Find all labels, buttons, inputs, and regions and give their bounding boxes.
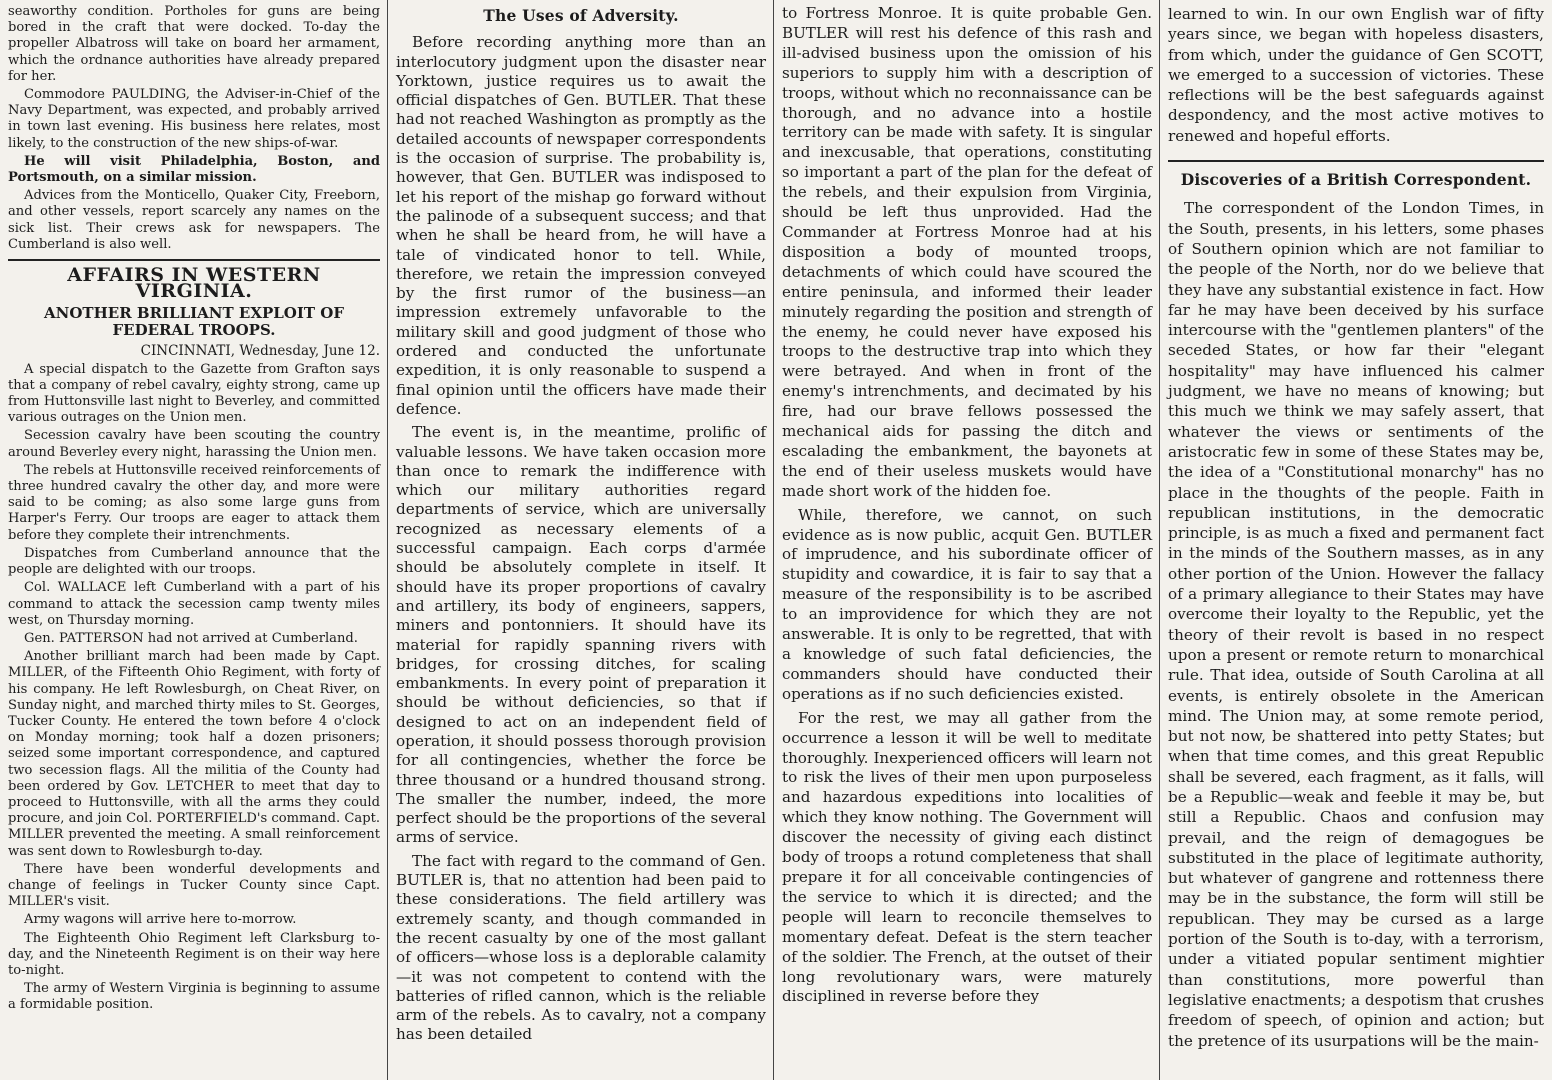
- article-paragraph: The event is, in the meantime, prolific of valuable lessons. We have taken occasion more than once to remark the indifference with which our military authorities regard departments of service, which are universally recognized as necessary elements of a successful campaign. Each corps d'armée should be absolutely complete in itself. It should have its proper proportions of cavalry and artillery, its body of engineers, sappers, miners and pontonniers. It should have its material for rapidly spanning rivers with bridges, for crossing ditches, for scaling embankments. In every point of preparation it should be without deficiencies, so that if designed to act on an independent field of operation, it should possess thorough provision for all contingencies, whether the force be three thousand or a hundred thousand strong. The smaller the number, indeed, the more perfect should be the proportions of the several arms of service.: [396, 423, 766, 847]
- article-paragraph: learned to win. In our own English war of fifty years since, we began with hopeless disasters, from which, under the guidance of Gen SCOTT, we emerged to a succession of victories. These reflections will be the best safeguards against despondency, and the most active motives to renewed and hopeful efforts.: [1168, 5, 1544, 145]
- article-paragraph: Advices from the Monticello, Quaker City, Freeborn, and other vessels, report scarcely any names on the sick list. Their crews ask for newspapers. The Cumberland is also well.: [8, 188, 380, 252]
- article-paragraph: The fact with regard to the command of Gen. BUTLER is, that no attention had been paid to these considerations. The field artillery was extremely scanty, and though commanded in the recent casualty by one of the most gallant of officers—whose loss is a deplorable calamity—it was not competent to contend with the batteries of rifled cannon, which is the reliable arm of the rebels. As to cavalry, not a company has been detailed: [396, 851, 766, 1044]
- article-paragraph: Gen. PATTERSON had not arrived at Cumberland.: [24, 630, 358, 646]
- dateline: CINCINNATI, Wednesday, June 12.: [140, 343, 380, 360]
- column-3: [774, 0, 1160, 1080]
- article-paragraph: The rebels at Huttonsville received reinforcements of three hundred cavalry the other day, and more were said to be coming; as also some large guns from Harper's Ferry. Our troops are eager to attack them before they complete their intrenchments.: [8, 462, 380, 543]
- article-paragraph: While, therefore, we cannot, on such evidence as is now public, acquit Gen. BUTLER of imprudence, and his subordinate officer of stupidity and cowardice, it is fair to say that a measure of the responsibility is to be ascribed to an improvidence for which they are not answerable. It is only to be regretted, that with a knowledge of such fatal deficiencies, the commanders should have conducted their operations as if no such deficiencies existed.: [782, 505, 1152, 703]
- article-paragraph: Commodore PAULDING, the Adviser-in-Chief of the Navy Department, was expected, and probably arrived in town last evening. His business here relates, most likely, to the construction of the new ships-of-war.: [8, 87, 380, 151]
- article-paragraph: He will visit Philadelphia, Boston, and Portsmouth, on a similar mission.: [8, 153, 380, 186]
- article-paragraph: Before recording anything more than an interlocutory judgment upon the disaster near Yorktown, justice requires us to await the official dispatches of Gen. BUTLER. That these had not reached Washington as promptly as the detailed accounts of newspaper correspondents is the occasion of surprise. The probability is, however, that Gen. BUTLER was indisposed to let his report of the mishap go forward without the palinode of a subsequent success; and that when he shall be heard from, he will have a tale of vindicated honor to tell. While, therefore, we retain the impression conveyed by the first rumor of the business—an impression extremely unfavorable to the military skill and good judgment of those who ordered and conducted the unfortunate expedition, it is only reasonable to suspend a final opinion until the officers have made their defence.: [396, 33, 766, 418]
- article-paragraph: Secession cavalry have been scouting the country around Beverley every night, harassing the Union men.: [8, 428, 380, 460]
- column-2: [388, 0, 774, 1080]
- article-paragraph: Dispatches from Cumberland announce that the people are delighted with our troops.: [8, 545, 380, 578]
- article-paragraph: Col. WALLACE left Cumberland with a part of his command to attack the secession camp twenty miles west, on Thursday morning.: [8, 580, 380, 628]
- column-4: [1160, 0, 1552, 1080]
- article-paragraph: The army of Western Virginia is beginning to assume a formidable position.: [8, 981, 380, 1013]
- article-paragraph: There have been wonderful developments and change of feelings in Tucker County since Capt. MILLER's visit.: [8, 861, 380, 910]
- headline-western-virginia: AFFAIRS IN WESTERN VIRGINIA.: [8, 259, 380, 299]
- subheadline: ANOTHER BRILLIANT EXPLOIT OF FEDERAL TROOPS.: [44, 304, 344, 340]
- headline-british-correspondent: Discoveries of a British Correspondent.: [1168, 160, 1544, 190]
- article-paragraph: The Eighteenth Ohio Regiment left Clarksburg to-day, and the Nineteenth Regiment is on their way here to-night.: [8, 930, 380, 978]
- article-paragraph: A special dispatch to the Gazette from Grafton says that a company of rebel cavalry, eighty strong, came up from Huttonsville last night to Beverley, and committed various outrages on the Union men.: [8, 361, 380, 426]
- article-paragraph: seaworthy condition. Portholes for guns are being bored in the craft that were docked. To-day the propeller Albatross will take on board her armament, which the ordnance authorities have already prepared for her.: [8, 4, 380, 84]
- headline-uses-of-adversity: The Uses of Adversity.: [483, 6, 679, 25]
- article-paragraph: For the rest, we may all gather from the occurrence a lesson it will be well to meditate thoroughly. Inexperienced officers will learn not to risk the lives of their men upon purposeless and hazardous expeditions into localities of which they know nothing. The Government will discover the necessity of giving each distinct body of troops a rotund completeness that shall prepare it for all conceivable contingencies of the service to which it is directed; and the people will learn to reconcile themselves to momentary defeat. Defeat is the stern teacher of the soldier. The French, at the outset of their long revolutionary wars, were maturely disciplined in reverse before they: [782, 708, 1152, 1006]
- article-paragraph: The correspondent of the London Times, in the South, presents, in his letters, some phases of Southern opinion which are not familiar to the people of the North, nor do we believe that they have any substantial existence in fact. How far he may have been deceived by his surface intercourse with the "gentlemen planters" of the seceded States, or how far their "elegant hospitality" may have influenced his calmer judgment, we have no means of knowing; but this much we think we may safely assert, that whatever the views or sentiments of the aristocratic few in some of these States may be, the idea of a "Constitutional monarchy" has no place in the thoughts of the people. Faith in republican institutions, in the democratic principle, is as much a fixed and permanent fact in the minds of the Southern masses, as in any other portion of the Union. However the fallacy of a primary allegiance to their States may have overcome their loyalty to the Republic, yet the theory of their revolt is based in no respect upon a present or remote return to monarchical rule. That idea, outside of South Carolina at all events, is entirely obsolete in the American mind. The Union may, at some remote period, but not now, be shattered into petty States; but when that time comes, and this great Republic shall be severed, each fragment, as it falls, will be a Republic—weak and feeble it may be, but still a Republic. Chaos and confusion may prevail, and the reign of demagogues be substituted in the place of legitimate authority, but whatever of gangrene and rottenness there may be in the substance, the form will still be republican. They may be cursed as a large portion of the South is to-day, with a terrorism, under a vitiated popular sentiment mightier than constitutions, more powerful than legislative enactments; a despotism that crushes freedom of speech, of opinion and action; but the pretence of its usurpations will be the main-: [1168, 199, 1544, 1050]
- article-paragraph: Army wagons will arrive here to-morrow.: [24, 912, 297, 928]
- column-1: [0, 0, 388, 1080]
- article-paragraph: Another brilliant march had been made by Capt. MILLER, of the Fifteenth Ohio Regiment, with forty of his company. He left Rowlesburgh, on Cheat River, on Sunday night, and marched thirty miles to St. Georges, Tucker County. He entered the town before 4 o'clock on Monday morning; took half a dozen prisoners; seized some important correspondence, and captured two secession flags. All the militia of the County had been ordered by Gov. LETCHER to meet that day to proceed to Huttonsville, with all the arms they could procure, and join Col. PORTERFIELD's command. Capt. MILLER prevented the meeting. A small reinforcement was sent down to Rowlesburgh to-day.: [8, 649, 380, 859]
- article-paragraph: to Fortress Monroe. It is quite probable Gen. BUTLER will rest his defence of this rash and ill-advised business upon the omission of his superiors to supply him with a description of troops, without which no reconnaissance can be thorough, and no advance into a hostile territory can be made with safety. It is singular and inexcusable, that operations, constituting so important a part of the plan for the defeat of the rebels, and their expulsion from Virginia, should be left thus unprovided. Had the Commander at Fortress Monroe had at his disposition a body of mounted troops, detachments of which could have scoured the entire peninsula, and informed their leader minutely regarding the position and strength of the enemy, he could never have exposed his troops to the destructive trap into which they were betrayed. And when in front of the enemy's intrenchments, and decimated by his fire, had our brave fellows possessed the mechanical aids for passing the ditch and escalading the embankment, the bayonets at the end of their useless muskets would have made short work of the hidden foe.: [782, 4, 1152, 500]
